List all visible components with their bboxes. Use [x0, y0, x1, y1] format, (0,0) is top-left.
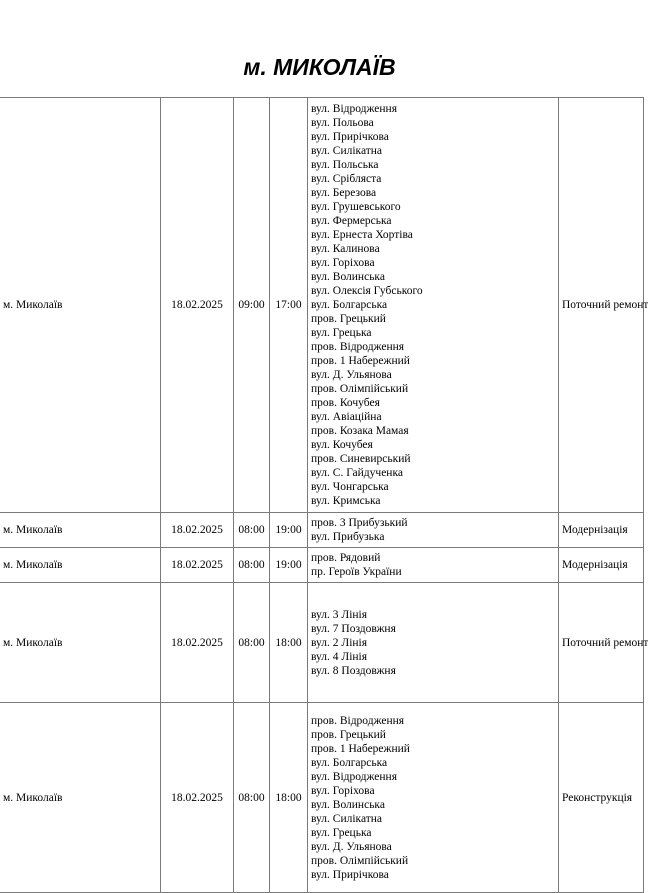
street-item: вул. Відродження — [311, 103, 398, 115]
start-time-cell: 08:00 — [234, 583, 270, 703]
table-row — [0, 548, 644, 583]
start-time-cell: 08:00 — [234, 513, 270, 548]
street-item: вул. Силікатна — [311, 145, 383, 157]
page-title: м. МИКОЛАЇВ — [243, 54, 396, 80]
street-item: вул. Кочубея — [311, 439, 373, 451]
street-item: вул. С. Гайдученка — [311, 467, 403, 479]
end-time-cell: 19:00 — [270, 548, 308, 583]
table-row — [0, 703, 644, 893]
street-item: вул. 2 Лінія — [311, 636, 368, 649]
table-row — [0, 98, 644, 513]
date-cell: 18.02.2025 — [161, 583, 234, 703]
street-item: вул. Д. Ульянова — [311, 840, 392, 853]
street-item: вул. Болгарська — [311, 756, 388, 769]
street-item: пров. 3 Прибузький — [311, 517, 408, 529]
street-item: пр. Героїв України — [311, 566, 402, 578]
street-item: вул. Силікатна — [311, 812, 383, 825]
street-item: вул. 8 Поздовжня — [311, 664, 396, 677]
location-cell: м. Миколаїв — [0, 548, 161, 583]
street-item: пров. Козака Мамая — [311, 425, 409, 437]
work-type-cell: Поточний ремонт — [559, 98, 644, 513]
streets-cell — [308, 513, 559, 548]
street-item: вул. Горіхова — [311, 257, 375, 269]
street-item: вул. Горіхова — [311, 784, 375, 797]
location-cell: м. Миколаїв — [0, 583, 161, 703]
street-item: вул. Прирічкова — [311, 868, 389, 881]
street-item: вул. 7 Поздовжня — [311, 622, 396, 635]
work-type-cell: Реконструкція — [559, 703, 644, 893]
street-item: вул. Фермерська — [311, 215, 392, 227]
work-type-cell: Модернізація — [559, 548, 644, 583]
street-item: пров. Грецький — [311, 313, 386, 325]
street-item: вул. Чонгарська — [311, 481, 389, 493]
street-item: вул. 4 Лінія — [311, 650, 368, 663]
date-cell: 18.02.2025 — [161, 98, 234, 513]
street-item: вул. Ернеста Хортіва — [311, 229, 413, 241]
street-item: вул. Кримська — [311, 495, 381, 507]
street-item: вул. Болгарська — [311, 299, 388, 311]
streets-cell — [308, 583, 559, 703]
street-item: пров. Олімпійський — [311, 383, 409, 395]
table-row — [0, 583, 644, 703]
date-cell: 18.02.2025 — [161, 548, 234, 583]
end-time-cell: 17:00 — [270, 98, 308, 513]
street-item: вул. Грецька — [311, 826, 372, 839]
street-item: пров. Синевирський — [311, 453, 411, 465]
street-item: вул. Волинська — [311, 798, 385, 811]
street-item: пров. Рядовий — [311, 552, 381, 564]
street-item: вул. 3 Лінія — [311, 608, 368, 621]
street-item: пров. Кочубея — [311, 397, 380, 409]
street-item: вул. Срібляста — [311, 173, 382, 185]
table-row — [0, 513, 644, 548]
street-item: вул. Калинова — [311, 243, 380, 255]
location-cell: м. Миколаїв — [0, 98, 161, 513]
streets-cell — [308, 98, 559, 513]
street-item: пров. 1 Набережний — [311, 742, 410, 755]
start-time-cell: 08:00 — [234, 703, 270, 893]
streets-cell — [308, 703, 559, 893]
location-cell: м. Миколаїв — [0, 513, 161, 548]
street-item: пров. Відродження — [311, 341, 405, 353]
street-item: вул. Прибузька — [311, 531, 385, 543]
end-time-cell: 18:00 — [270, 703, 308, 893]
street-item: пров. Відродження — [311, 714, 405, 727]
street-item: вул. Прирічкова — [311, 131, 389, 143]
start-time-cell: 08:00 — [234, 548, 270, 583]
street-item: вул. Д. Ульянова — [311, 369, 392, 381]
street-item: вул. Олексія Губського — [311, 285, 423, 297]
street-item: вул. Польська — [311, 159, 379, 171]
location-cell: м. Миколаїв — [0, 703, 161, 893]
outage-schedule-table — [0, 97, 648, 893]
end-time-cell: 19:00 — [270, 513, 308, 548]
street-item: пров. 1 Набережний — [311, 355, 410, 367]
street-item: пров. Олімпійський — [311, 854, 409, 867]
date-cell: 18.02.2025 — [161, 513, 234, 548]
work-type-cell: Поточний ремонт — [559, 583, 644, 703]
street-item: вул. Грушевського — [311, 201, 401, 213]
start-time-cell: 09:00 — [234, 98, 270, 513]
street-item: вул. Березова — [311, 187, 377, 199]
street-item: вул. Грецька — [311, 327, 372, 339]
work-type-cell: Модернізація — [559, 513, 644, 548]
street-item: вул. Волинська — [311, 271, 385, 283]
streets-cell — [308, 548, 559, 583]
street-item: вул. Авіаційна — [311, 411, 382, 423]
street-item: вул. Відродження — [311, 770, 398, 783]
street-item: вул. Польова — [311, 117, 374, 129]
street-item: пров. Грецький — [311, 728, 386, 741]
date-cell: 18.02.2025 — [161, 703, 234, 893]
end-time-cell: 18:00 — [270, 583, 308, 703]
